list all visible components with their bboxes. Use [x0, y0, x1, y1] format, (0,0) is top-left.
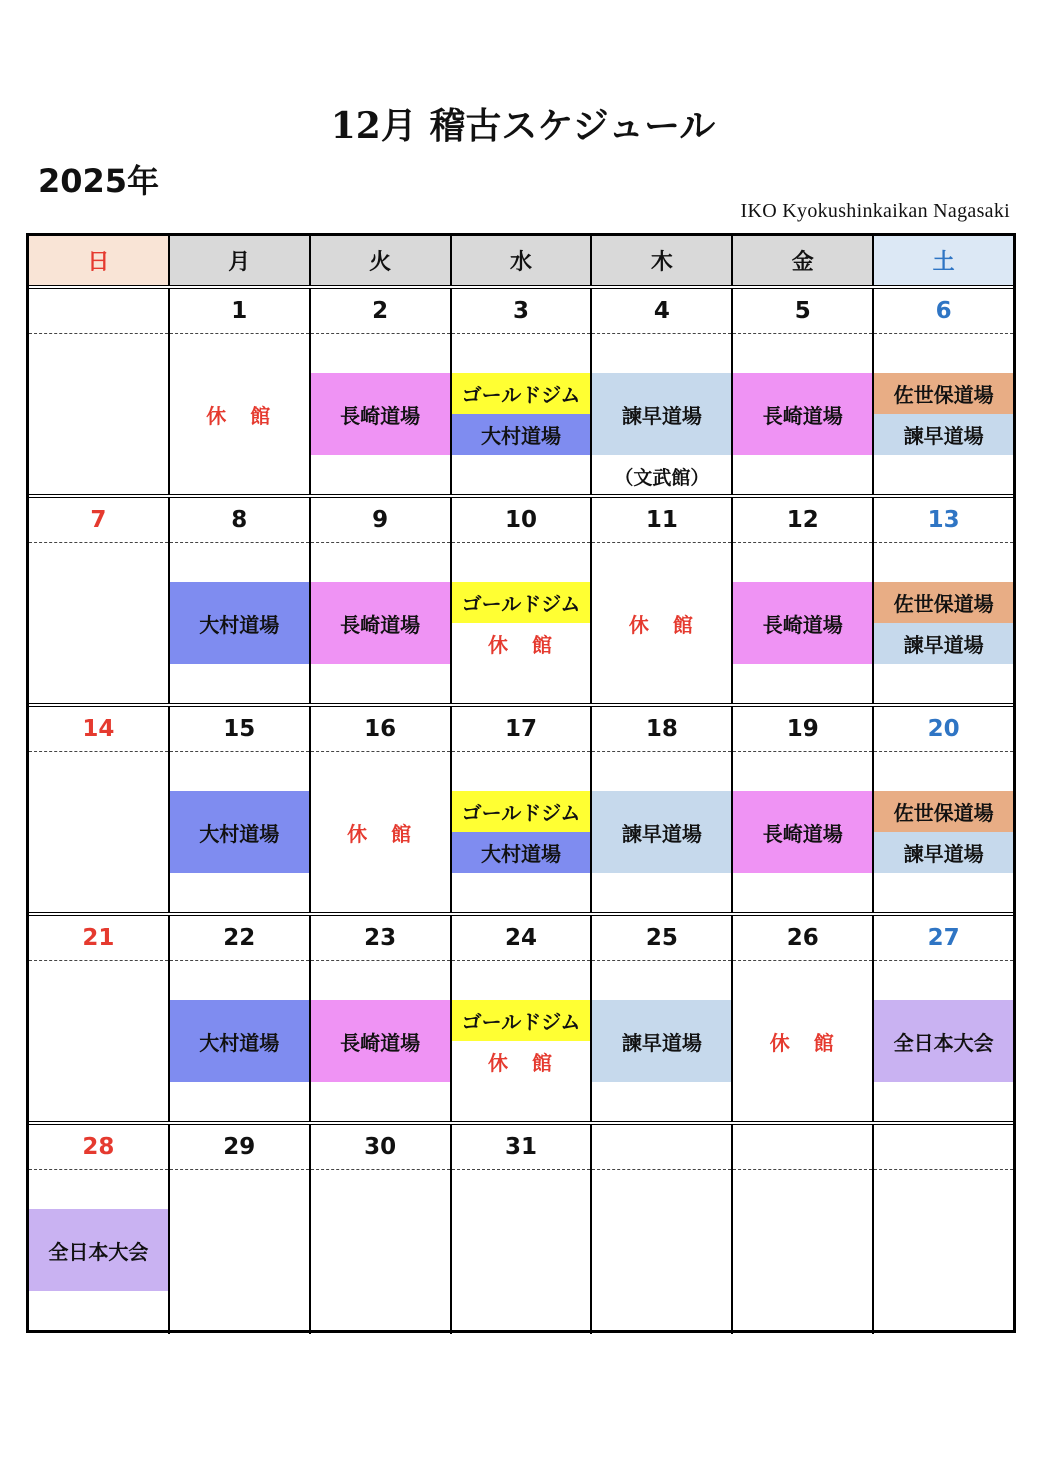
day-number: 1: [170, 289, 309, 334]
event-label: ゴールドジム: [452, 582, 591, 623]
calendar-week-row: [29, 916, 1013, 1125]
day-number: 9: [311, 498, 450, 543]
day-cell: [170, 916, 311, 1121]
day-number: 25: [592, 916, 731, 961]
closed-label: 休 館: [488, 633, 554, 657]
day-number: 11: [592, 498, 731, 543]
day-cell: [452, 289, 593, 494]
day-cell: [29, 1125, 170, 1334]
weekday-header-tue: 火: [311, 236, 452, 285]
event-label: 大村道場: [170, 1000, 309, 1082]
day-number: 12: [733, 498, 872, 543]
calendar-week-row: [29, 707, 1013, 916]
day-number: 2: [311, 289, 450, 334]
day-number: [874, 1125, 1013, 1170]
event-label: 長崎道場: [733, 373, 872, 455]
day-number: 5: [733, 289, 872, 334]
day-number: 27: [874, 916, 1013, 961]
page-title: 12月 稽古スケジュール: [330, 105, 716, 147]
closed-label: 休 館: [488, 1051, 554, 1075]
day-cell: [311, 916, 452, 1121]
day-cell: [733, 1125, 874, 1334]
event-label: 全日本大会: [874, 1000, 1013, 1082]
weekday-header-mon: 月: [170, 236, 311, 285]
day-cell: [29, 707, 170, 912]
day-number: 13: [874, 498, 1013, 543]
event-label: ゴールドジム: [452, 791, 591, 832]
day-cell: [311, 707, 452, 912]
day-number: 24: [452, 916, 591, 961]
day-cell: [874, 707, 1013, 912]
closed-label: 休 館: [628, 612, 695, 637]
event-label: 諫早道場: [874, 832, 1013, 873]
day-number: [733, 1125, 872, 1170]
day-cell: [733, 289, 874, 494]
day-number: 22: [170, 916, 309, 961]
day-cell: [170, 498, 311, 703]
event-label: 大村道場: [452, 832, 591, 873]
event-label: 全日本大会: [29, 1209, 168, 1291]
day-cell: [592, 498, 733, 703]
day-number: 7: [29, 498, 168, 543]
event-label: 諫早道場: [592, 373, 731, 455]
day-cell: [170, 289, 311, 494]
weekday-header-wed: 水: [452, 236, 593, 285]
day-number: 3: [452, 289, 591, 334]
day-cell: [874, 289, 1013, 494]
day-cell: [452, 498, 593, 703]
day-cell: [29, 289, 170, 494]
day-cell: [452, 707, 593, 912]
day-cell: [874, 498, 1013, 703]
calendar-week-row: [29, 498, 1013, 707]
event-label: 佐世保道場: [874, 791, 1013, 832]
weekday-header-row: [29, 236, 1013, 289]
day-number: 18: [592, 707, 731, 752]
event-label: 佐世保道場: [874, 373, 1013, 414]
calendar-grid: [26, 233, 1016, 1333]
weekday-header-fri: 金: [733, 236, 874, 285]
day-number: 29: [170, 1125, 309, 1170]
day-number: 30: [311, 1125, 450, 1170]
day-cell: [29, 498, 170, 703]
day-number: 16: [311, 707, 450, 752]
event-label: 諫早道場: [592, 791, 731, 873]
event-label: 大村道場: [170, 791, 309, 873]
event-label: ゴールドジム: [452, 1000, 591, 1041]
event-label: 諫早道場: [874, 414, 1013, 455]
day-number: 15: [170, 707, 309, 752]
day-cell: [452, 916, 593, 1121]
weekday-header-thu: 木: [592, 236, 733, 285]
day-cell: [311, 289, 452, 494]
day-cell: [592, 1125, 733, 1334]
venue-note: （文武館）: [614, 466, 710, 489]
closed-label: 休 館: [347, 821, 414, 846]
day-cell: [733, 916, 874, 1121]
closed-label: 休 館: [769, 1030, 836, 1055]
day-number: 10: [452, 498, 591, 543]
day-number: 8: [170, 498, 309, 543]
day-number: 17: [452, 707, 591, 752]
day-cell: [170, 707, 311, 912]
weekday-header-sat: 土: [874, 236, 1013, 285]
day-number: 4: [592, 289, 731, 334]
year-label: 2025年: [38, 162, 160, 200]
day-number: 6: [874, 289, 1013, 334]
event-label: 諫早道場: [874, 623, 1013, 664]
day-number: [29, 289, 168, 334]
day-cell: [733, 498, 874, 703]
day-cell: [170, 1125, 311, 1334]
day-cell: [592, 916, 733, 1121]
day-cell: [874, 1125, 1013, 1334]
calendar-week-row: [29, 289, 1013, 498]
day-cell: [311, 1125, 452, 1334]
event-label: 長崎道場: [311, 1000, 450, 1082]
day-number: 31: [452, 1125, 591, 1170]
event-label: 大村道場: [170, 582, 309, 664]
event-label: 大村道場: [452, 414, 591, 455]
calendar-week-row: [29, 1125, 1013, 1334]
organization-name: IKO Kyokushinkaikan Nagasaki: [740, 200, 1010, 222]
day-cell: [29, 916, 170, 1121]
day-number: 26: [733, 916, 872, 961]
day-number: 28: [29, 1125, 168, 1170]
event-label: 長崎道場: [311, 582, 450, 664]
event-label: 佐世保道場: [874, 582, 1013, 623]
day-cell: [311, 498, 452, 703]
day-cell: [592, 289, 733, 494]
day-number: 19: [733, 707, 872, 752]
event-label: 長崎道場: [311, 373, 450, 455]
day-cell: [592, 707, 733, 912]
day-cell: [452, 1125, 593, 1334]
day-cell: [874, 916, 1013, 1121]
day-number: 23: [311, 916, 450, 961]
day-number: 20: [874, 707, 1013, 752]
day-number: 14: [29, 707, 168, 752]
event-label: ゴールドジム: [452, 373, 591, 414]
event-label: 長崎道場: [733, 791, 872, 873]
event-label: 諫早道場: [592, 1000, 731, 1082]
weekday-header-sun: 日: [29, 236, 170, 285]
day-number: [592, 1125, 731, 1170]
closed-label: 休 館: [206, 403, 273, 428]
day-number: 21: [29, 916, 168, 961]
day-cell: [733, 707, 874, 912]
event-label: 長崎道場: [733, 582, 872, 664]
